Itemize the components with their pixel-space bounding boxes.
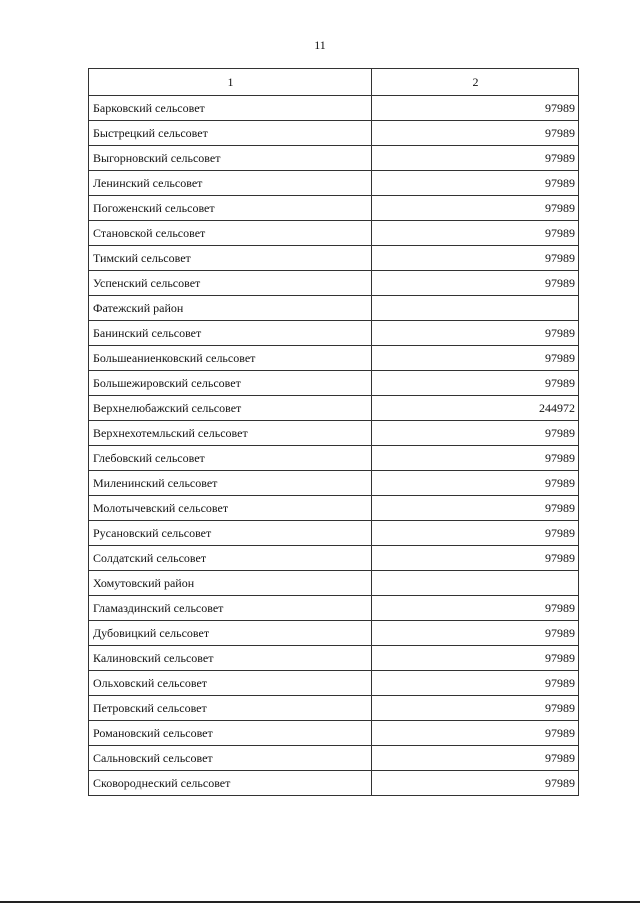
municipality-name-cell: Становской сельсовет	[89, 221, 372, 246]
municipality-name-cell: Романовский сельсовет	[89, 721, 372, 746]
municipality-name-cell: Дубовицкий сельсовет	[89, 621, 372, 646]
page-bottom-edge	[0, 901, 640, 903]
municipality-name-cell: Миленинский сельсовет	[89, 471, 372, 496]
amount-cell: 97989	[372, 371, 579, 396]
amount-cell: 97989	[372, 471, 579, 496]
table-row	[89, 446, 579, 471]
municipality-name-cell: Калиновский сельсовет	[89, 646, 372, 671]
amount-cell: 97989	[372, 271, 579, 296]
municipality-name-cell: Выгорновский сельсовет	[89, 146, 372, 171]
table-row	[89, 246, 579, 271]
amount-cell: 97989	[372, 696, 579, 721]
amount-cell: 97989	[372, 546, 579, 571]
table-row	[89, 621, 579, 646]
amount-cell: 97989	[372, 146, 579, 171]
amount-cell: 97989	[372, 221, 579, 246]
table-row	[89, 721, 579, 746]
column-header-1: 1	[89, 69, 372, 96]
table-header-row	[89, 69, 579, 96]
municipality-name-cell: Фатежский район	[89, 296, 372, 321]
table-row	[89, 596, 579, 621]
table-row	[89, 171, 579, 196]
table-row	[89, 546, 579, 571]
table-row	[89, 296, 579, 321]
table-row	[89, 396, 579, 421]
amount-cell	[372, 296, 579, 321]
table-row	[89, 646, 579, 671]
municipality-name-cell: Успенский сельсовет	[89, 271, 372, 296]
municipality-name-cell: Петровский сельсовет	[89, 696, 372, 721]
amount-cell: 97989	[372, 646, 579, 671]
municipality-name-cell: Русановский сельсовет	[89, 521, 372, 546]
municipality-name-cell: Верхнехотемльский сельсовет	[89, 421, 372, 446]
table-row	[89, 271, 579, 296]
municipality-name-cell: Тимский сельсовет	[89, 246, 372, 271]
amount-cell: 97989	[372, 446, 579, 471]
amount-cell: 97989	[372, 321, 579, 346]
municipality-name-cell: Молотычевский сельсовет	[89, 496, 372, 521]
amount-cell	[372, 571, 579, 596]
amount-cell: 97989	[372, 746, 579, 771]
municipality-name-cell: Сковороднеский сельсовет	[89, 771, 372, 796]
amount-cell: 97989	[372, 246, 579, 271]
amount-cell: 97989	[372, 521, 579, 546]
table-row	[89, 196, 579, 221]
municipality-name-cell: Хомутовский район	[89, 571, 372, 596]
table-row	[89, 746, 579, 771]
table-row	[89, 696, 579, 721]
table-row	[89, 471, 579, 496]
amount-cell: 97989	[372, 671, 579, 696]
table-body	[89, 96, 579, 796]
table-row	[89, 371, 579, 396]
municipality-name-cell: Ленинский сельсовет	[89, 171, 372, 196]
municipality-name-cell: Большежировский сельсовет	[89, 371, 372, 396]
municipality-name-cell: Верхнелюбажский сельсовет	[89, 396, 372, 421]
table-row	[89, 521, 579, 546]
municipality-name-cell: Сальновский сельсовет	[89, 746, 372, 771]
municipality-name-cell: Ольховский сельсовет	[89, 671, 372, 696]
municipality-name-cell: Глебовский сельсовет	[89, 446, 372, 471]
municipality-name-cell: Солдатский сельсовет	[89, 546, 372, 571]
allocation-table	[88, 68, 579, 796]
amount-cell: 97989	[372, 721, 579, 746]
municipality-name-cell: Барковский сельсовет	[89, 96, 372, 121]
amount-cell: 97989	[372, 496, 579, 521]
amount-cell: 97989	[372, 96, 579, 121]
municipality-name-cell: Гламаздинский сельсовет	[89, 596, 372, 621]
table-row	[89, 321, 579, 346]
municipality-name-cell: Погоженский сельсовет	[89, 196, 372, 221]
table-row	[89, 346, 579, 371]
municipality-name-cell: Быстрецкий сельсовет	[89, 121, 372, 146]
amount-cell: 97989	[372, 771, 579, 796]
table-row	[89, 571, 579, 596]
table-row	[89, 771, 579, 796]
table-row	[89, 146, 579, 171]
amount-cell: 97989	[372, 421, 579, 446]
amount-cell: 97989	[372, 621, 579, 646]
table-row	[89, 671, 579, 696]
table-row	[89, 121, 579, 146]
column-header-2: 2	[372, 69, 579, 96]
amount-cell: 97989	[372, 121, 579, 146]
amount-cell: 97989	[372, 596, 579, 621]
page-number: 11	[314, 38, 326, 52]
amount-cell: 97989	[372, 171, 579, 196]
amount-cell: 97989	[372, 346, 579, 371]
amount-cell: 244972	[372, 396, 579, 421]
municipality-name-cell: Банинский сельсовет	[89, 321, 372, 346]
table-row	[89, 96, 579, 121]
table-row	[89, 496, 579, 521]
table-row	[89, 221, 579, 246]
municipality-name-cell: Большеаниенковский сельсовет	[89, 346, 372, 371]
table-row	[89, 421, 579, 446]
amount-cell: 97989	[372, 196, 579, 221]
